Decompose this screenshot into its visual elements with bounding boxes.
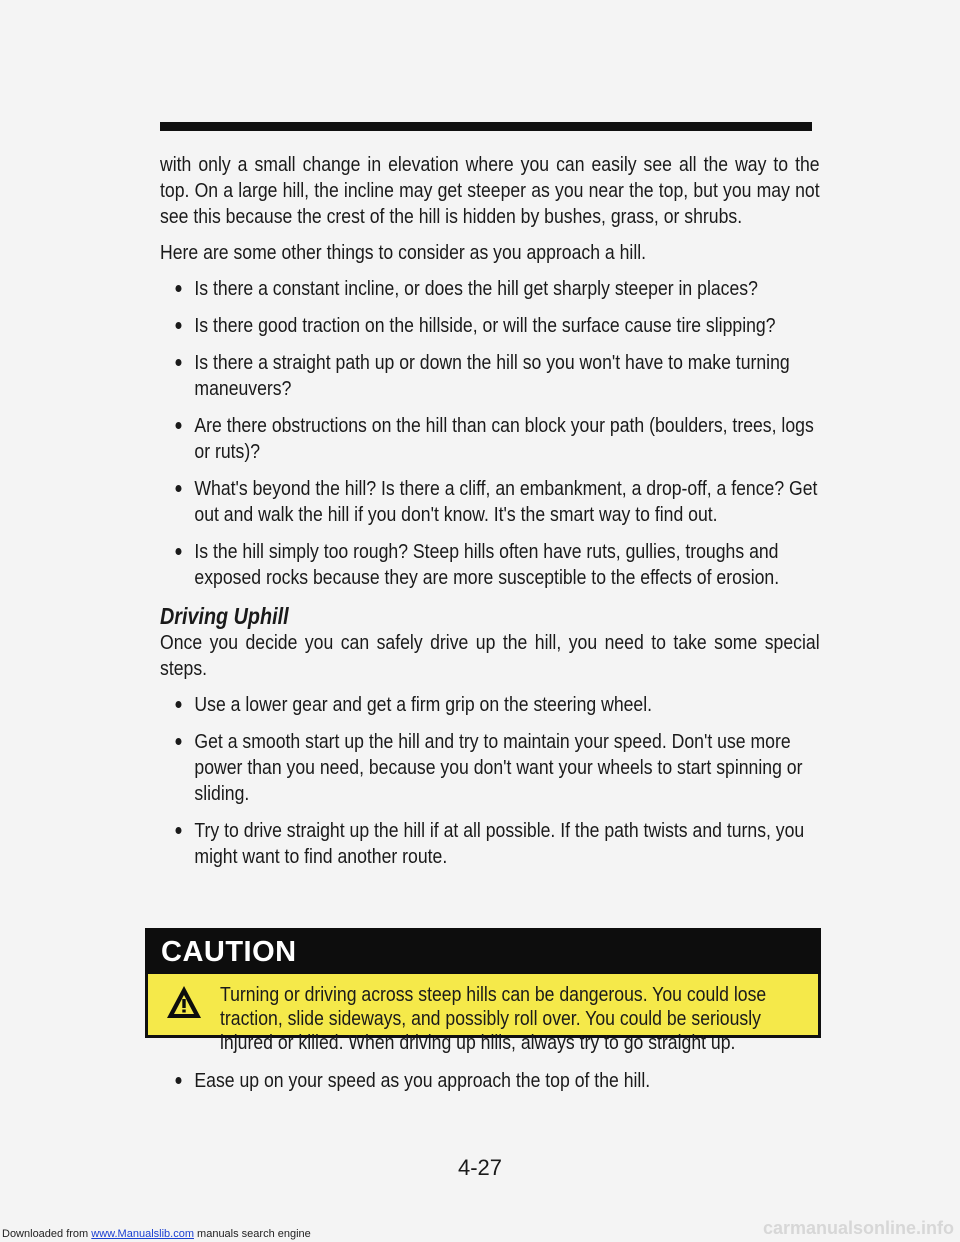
consider-paragraph: Here are some other things to consider as you approach a hill. xyxy=(160,241,647,264)
uphill-paragraph: Once you decide you can safely drive up the hill, you need to take some special steps. xyxy=(160,631,820,680)
footer-prefix: Downloaded from xyxy=(2,1228,92,1240)
watermark: carmanualsonline.info xyxy=(762,1218,954,1238)
section-heading: Driving Uphill xyxy=(160,603,289,629)
intro-paragraph: with only a small change in elevation where you can easily see all the way to the top. On a large hill, the incline may get steeper as you near the top, but you may not see this because the crest of the hill is hidden by bushes, grass, or shrubs. xyxy=(160,153,820,228)
final-bullet-list xyxy=(160,1068,820,1105)
list-item-text: Are there obstructions on the hill than can block your path (boulders, trees, logs or ruts)? xyxy=(194,414,814,463)
list-item-text: Is the hill simply too rough? Steep hills often have ruts, gullies, troughs and exposed rocks because they are more susceptible to the effects of erosion. xyxy=(194,540,780,589)
list-item-text: Is there good traction on the hillside, or will the surface cause tire slipping? xyxy=(194,314,776,337)
caution-header xyxy=(145,928,821,974)
list-item xyxy=(160,818,820,870)
page-number: 4-27 xyxy=(457,1155,503,1180)
download-footer xyxy=(2,1228,311,1240)
bullet-icon xyxy=(175,285,181,292)
list-item-text: What's beyond the hill? Is there a cliff, an embankment, a drop-off, a fence? Get out and walk the hill if you don't know. It's the smart way to find out. xyxy=(194,477,818,526)
list-item-text: Try to drive straight up the hill if at all possible. If the path twists and turns, you might want to find another route. xyxy=(194,819,805,868)
bullet-icon xyxy=(175,738,181,745)
caution-title: CAUTION xyxy=(161,936,297,968)
bullet-icon xyxy=(175,322,181,329)
main-content xyxy=(160,152,820,881)
list-item xyxy=(160,539,820,591)
manualslib-link[interactable]: www.Manualslib.com xyxy=(91,1228,194,1240)
list-item xyxy=(160,276,820,302)
bullet-icon xyxy=(175,701,181,708)
bullet-icon xyxy=(175,359,181,366)
list-item xyxy=(160,476,820,528)
list-item-text: Is there a straight path up or down the hill so you won't have to make turning maneuvers? xyxy=(194,351,790,400)
list-item xyxy=(160,413,820,465)
bullet-icon xyxy=(175,1077,181,1084)
bullet-icon xyxy=(175,485,181,492)
uphill-bullet-list xyxy=(160,692,820,870)
list-item-text: Is there a constant incline, or does the hill get sharply steeper in places? xyxy=(194,277,758,300)
list-item xyxy=(160,313,820,339)
list-item xyxy=(160,692,820,718)
bullet-icon xyxy=(175,827,181,834)
list-item xyxy=(160,1068,820,1094)
list-item xyxy=(160,729,820,807)
list-item-text: Ease up on your speed as you approach the top of the hill. xyxy=(194,1069,651,1092)
warning-triangle-icon xyxy=(165,984,203,1020)
list-item-text: Get a smooth start up the hill and try to maintain your speed. Don't use more power than you need, because you don't want your wheels to start spinning or sliding. xyxy=(194,730,803,805)
list-item xyxy=(160,350,820,402)
bullet-icon xyxy=(175,548,181,555)
consider-bullet-list xyxy=(160,276,820,591)
footer-suffix: manuals search engine xyxy=(193,1228,311,1240)
top-rule xyxy=(160,122,812,131)
caution-text: Turning or driving across steep hills can be dangerous. You could lose traction, slide sideways, and possibly roll over. You could be seriously injured or killed. When driving up hills, always try to go straight up. xyxy=(220,983,767,1054)
bullet-icon xyxy=(175,422,181,429)
list-item-text: Use a lower gear and get a firm grip on the steering wheel. xyxy=(194,693,653,716)
